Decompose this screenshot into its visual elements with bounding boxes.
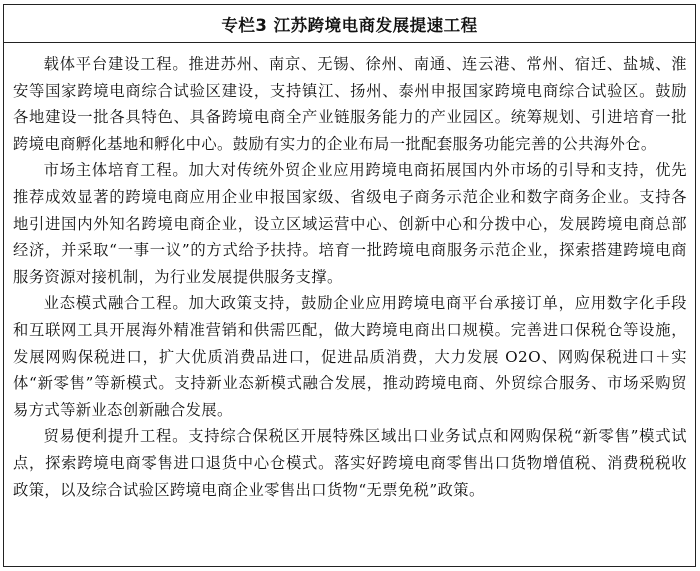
paragraph-platform-construction: 载体平台建设工程。推进苏州、南京、无锡、徐州、南通、连云港、常州、宿迁、盐城、淮安等国家跨境电商综合试验区建设，支持镇江、扬州、泰州申报国家跨境电商综合试验区。鼓励各地建设一批各具特色、具备跨境电商全产业链服务能力的产业园区。统筹规划、引进培育一批跨境电商孵化基地和孵化中心。鼓励有实力的企业布局一批配套服务功能完善的公共海外仓。 — [13, 55, 687, 153]
paragraph-market-entity: 市场主体培育工程。加大对传统外贸企业应用跨境电商拓展国内外市场的引导和支持，优先推荐成效显著的跨境电商应用企业申报国家级、省级电子商务示范企业和数字商务企业。支持各地引进国内外知名跨境电商企业，设立区域运营中心、创新中心和分拨中心，发展跨境电商总部经济，并采取“一事一议”的方式给予扶持。培育一批跨境电商服务示范企业，探索搭建跨境电商服务资源对接机制，为行业发展提供服务支撑。 — [13, 161, 687, 286]
paragraph-business-model: 业态模式融合工程。加大政策支持，鼓励企业应用跨境电商平台承接订单，应用数字化手段和互联网工具开展海外精准营销和供需匹配，做大跨境电商出口规模。完善进口保税仓等设施，发展网购保税进口，扩大优质消费品进口，促进品质消费，大力发展 O2O、网购保税进口＋实体“新零售”等新模式。支持新业态新模式融合发展，推动跨境电商、外贸综合服务、市场采购贸易方式等新业态创新融合发展。 — [13, 294, 687, 419]
column-box — [3, 4, 696, 567]
paragraph-trade-facilitation: 贸易便利提升工程。支持综合保税区开展特殊区域出口业务试点和网购保税“新零售”模式试点，探索跨境电商零售进口退货中心仓模式。落实好跨境电商零售出口货物增值税、消费税税收政策，以及综合试验区跨境电商企业零售出口货物“无票免税”政策。 — [13, 427, 687, 499]
box-content — [4, 43, 695, 503]
title-bar — [4, 5, 695, 43]
box-title: 专栏3 江苏跨境电商发展提速工程 — [221, 15, 478, 35]
